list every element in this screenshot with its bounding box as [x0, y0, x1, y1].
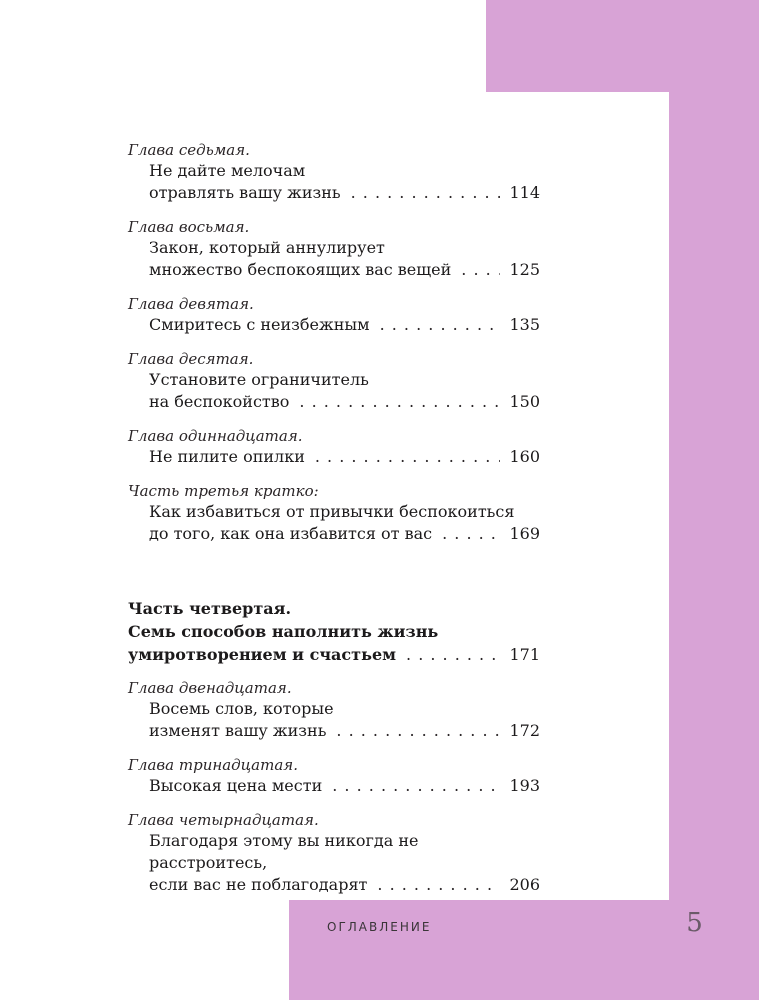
- page-ref: 114: [509, 183, 540, 202]
- title-line-last: [149, 446, 540, 468]
- toc-entry-part-4[interactable]: [128, 597, 540, 666]
- title-line-last: [149, 314, 540, 336]
- chapter-title: [128, 501, 540, 545]
- page-ref: 172: [509, 721, 540, 740]
- dot-leader: [305, 446, 500, 468]
- dot-leader: [367, 874, 500, 896]
- chapter-label: Глава двенадцатая.: [128, 679, 292, 697]
- title-line-last: [149, 775, 540, 797]
- chapter-title: [128, 830, 540, 896]
- title-line-last: [149, 720, 540, 742]
- chapter-title: [128, 369, 540, 413]
- part-line-text: умиротворением и счастьем: [128, 645, 397, 664]
- title-line-last: [149, 523, 540, 545]
- toc-entry-chapter-7[interactable]: [128, 140, 540, 204]
- part-line: Семь способов наполнить жизнь: [128, 622, 439, 641]
- chapter-label: Глава четырнадцатая.: [128, 811, 319, 829]
- toc-entry-chapter-10[interactable]: [128, 349, 540, 413]
- dot-leader: [451, 259, 500, 281]
- title-line-last: [149, 874, 540, 896]
- dot-leader: [370, 314, 500, 336]
- toc-entry-chapter-14[interactable]: [128, 810, 540, 896]
- title-line-text: отравлять вашу жизнь: [149, 183, 341, 202]
- title-line-text: если вас не поблагодарят: [149, 875, 368, 894]
- page-ref: 125: [509, 260, 540, 279]
- chapter-title: [128, 314, 540, 336]
- title-line-text: на беспокойство: [149, 392, 290, 411]
- chapter-label: Часть третья кратко:: [128, 482, 319, 500]
- part-title: [128, 597, 540, 666]
- dot-leader: [432, 523, 500, 545]
- chapter-label: Глава десятая.: [128, 350, 254, 368]
- title-line: Благодаря этому вы никогда не расстроитесь,: [149, 831, 419, 872]
- chapter-title: [128, 698, 540, 742]
- toc-entry-chapter-9[interactable]: [128, 294, 540, 336]
- page-number: 5: [686, 908, 703, 938]
- chapter-label: Глава восьмая.: [128, 218, 250, 236]
- title-line-text: Высокая цена мести: [149, 776, 323, 795]
- title-line-text: до того, как она избавится от вас: [149, 524, 433, 543]
- chapter-title: [128, 446, 540, 468]
- chapter-label: Глава девятая.: [128, 295, 254, 313]
- dot-leader: [341, 182, 500, 204]
- toc-entry-chapter-8[interactable]: [128, 217, 540, 281]
- page-ref: 193: [509, 776, 540, 795]
- chapter-title: [128, 237, 540, 281]
- page-ref: 160: [509, 447, 540, 466]
- page-ref: 150: [509, 392, 540, 411]
- title-line-last: [149, 391, 540, 413]
- title-line-text: Не пилите опилки: [149, 447, 305, 466]
- chapter-label: Глава тринадцатая.: [128, 756, 298, 774]
- toc-entry-chapter-12[interactable]: [128, 678, 540, 742]
- chapter-label: Глава седьмая.: [128, 141, 250, 159]
- page-ref: 169: [509, 524, 540, 543]
- chapter-label: Глава одиннадцатая.: [128, 427, 303, 445]
- chapter-title: [128, 160, 540, 204]
- toc-entry-chapter-11[interactable]: [128, 426, 540, 468]
- toc-entry-chapter-13[interactable]: [128, 755, 540, 797]
- chapter-title: [128, 775, 540, 797]
- decor-right-band: [669, 0, 759, 1000]
- title-line: Восемь слов, которые: [149, 699, 334, 718]
- part-line-last: [128, 643, 540, 666]
- page-ref: 135: [509, 315, 540, 334]
- title-line: Установите ограничитель: [149, 370, 369, 389]
- title-line-last: [149, 182, 540, 204]
- dot-leader: [396, 643, 500, 666]
- part-line: Часть четвертая.: [128, 599, 292, 618]
- dot-leader: [322, 775, 500, 797]
- section-label: ОГЛАВЛЕНИЕ: [327, 920, 432, 934]
- table-of-contents: [128, 140, 540, 909]
- page-ref: 171: [509, 645, 540, 664]
- title-line: Закон, который аннулирует: [149, 238, 385, 257]
- dot-leader: [326, 720, 500, 742]
- toc-entry-part-3-summary[interactable]: [128, 481, 540, 545]
- title-line-last: [149, 259, 540, 281]
- dot-leader: [289, 391, 500, 413]
- page-ref: 206: [509, 875, 540, 894]
- title-line: Не дайте мелочам: [149, 161, 306, 180]
- title-line-text: Смиритесь с неизбежным: [149, 315, 370, 334]
- title-line-text: множество беспокоящих вас вещей: [149, 260, 452, 279]
- title-line-text: изменят вашу жизнь: [149, 721, 327, 740]
- title-line: Как избавиться от привычки беспокоиться: [149, 502, 515, 521]
